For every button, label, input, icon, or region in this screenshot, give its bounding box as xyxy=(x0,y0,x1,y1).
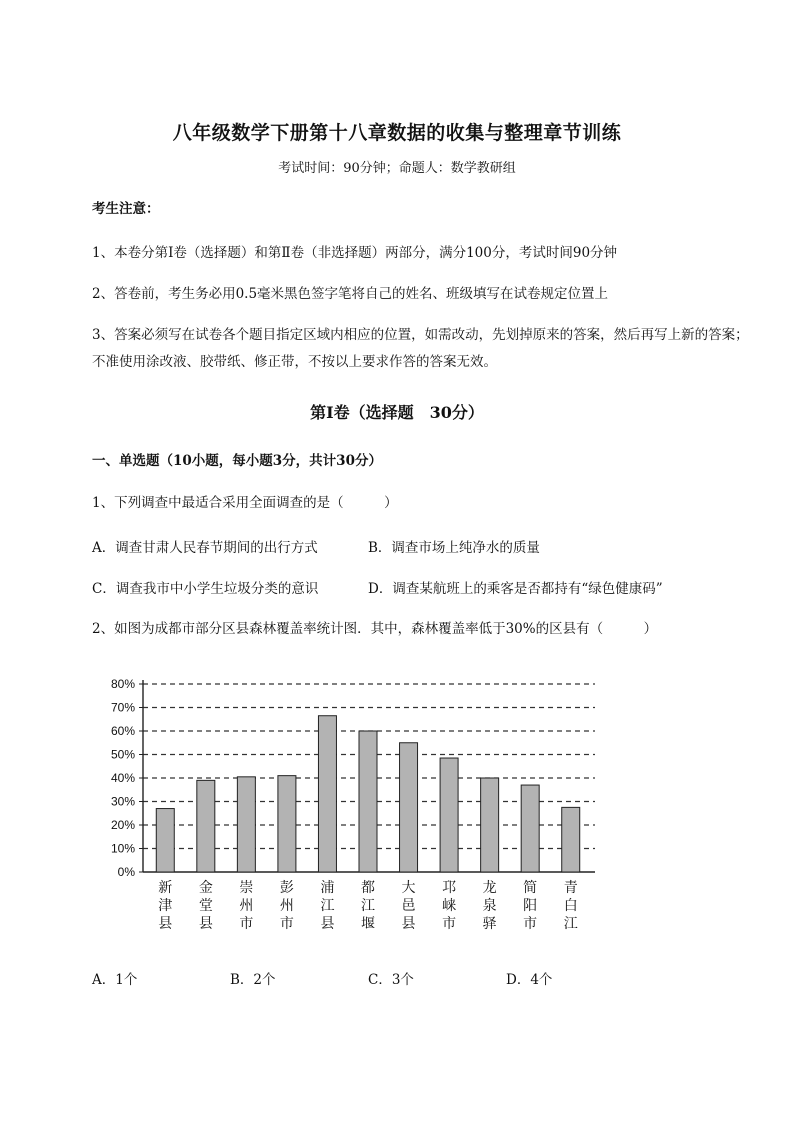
bar xyxy=(521,785,539,872)
notice-item-2: 2、答卷前，考生务必用0.5毫米黑色签字笔将自己的姓名、班级填写在试卷规定位置上 xyxy=(92,286,609,302)
bar xyxy=(197,780,215,872)
y-tick-label: 30% xyxy=(110,794,135,809)
y-tick-label: 80% xyxy=(110,677,135,691)
y-tick-label: 0% xyxy=(117,865,135,879)
y-tick-label: 10% xyxy=(110,841,135,856)
question-1-option-d: D．调查某航班上的乘客是否都持有“绿色健康码” xyxy=(368,581,663,597)
x-category-label: 崇州市 xyxy=(239,880,254,932)
part-heading: 一、单选题（10小题，每小题3分，共计30分） xyxy=(92,453,382,469)
x-category-label: 彭州市 xyxy=(279,880,294,932)
notice-heading: 考生注意： xyxy=(92,201,160,217)
question-2-stem: 2、如图为成都市部分区县森林覆盖率统计图．其中，森林覆盖率低于30%的区县有（ ） xyxy=(92,621,658,637)
x-category-label: 龙泉驿 xyxy=(482,880,497,932)
question-2-option-b: B．2个 xyxy=(230,972,276,988)
y-tick-label: 20% xyxy=(110,818,135,832)
y-tick-label: 40% xyxy=(110,771,135,785)
x-category-label: 邛崃市 xyxy=(442,880,457,932)
y-tick-label: 60% xyxy=(110,724,135,738)
x-category-label: 金堂县 xyxy=(198,880,213,932)
question-2-option-a: A．1个 xyxy=(92,972,138,988)
question-1-option-c: C．调查我市中小学生垃圾分类的意识 xyxy=(92,581,319,597)
notice-item-1: 1、本卷分第Ⅰ卷（选择题）和第Ⅱ卷（非选择题）两部分，满分100分，考试时间90分钟 xyxy=(92,245,618,261)
question-2-option-d: D．4个 xyxy=(506,972,553,988)
bar xyxy=(481,778,499,872)
x-category-label: 新津县 xyxy=(158,880,173,932)
bar xyxy=(156,809,174,872)
question-1-option-a: A．调查甘肃人民春节期间的出行方式 xyxy=(92,540,318,556)
question-1-option-b: B．调查市场上纯净水的质量 xyxy=(368,540,540,556)
bar xyxy=(237,777,255,872)
question-2-option-c: C．3个 xyxy=(368,972,414,988)
question-1-stem: 1、下列调查中最适合采用全面调查的是（ ） xyxy=(92,495,398,511)
exam-subtitle: 考试时间：90分钟；命题人：数学教研组 xyxy=(278,161,516,176)
notice-item-3: 3、答案必须写在试卷各个题目指定区域内相应的位置，如需改动，先划掉原来的答案，然后再写上新的答案；不准使用涂改液、胶带纸、修正带，不按以上要求作答的答案无效。 xyxy=(92,327,749,370)
forest-coverage-chart xyxy=(95,668,605,943)
y-tick-label: 50% xyxy=(110,747,135,762)
bar xyxy=(318,716,336,872)
x-category-label: 大邑县 xyxy=(401,880,416,932)
x-category-label: 青白江 xyxy=(563,880,578,932)
bar xyxy=(359,731,377,872)
bar xyxy=(562,807,580,872)
bar xyxy=(278,776,296,872)
bar xyxy=(400,743,418,872)
bar xyxy=(440,758,458,872)
section-title: 第Ⅰ卷（选择题 30分） xyxy=(310,403,484,422)
x-category-label: 简阳市 xyxy=(523,880,538,932)
y-tick-label: 70% xyxy=(110,700,135,715)
x-category-label: 浦江县 xyxy=(320,880,335,932)
x-category-label: 都江堰 xyxy=(361,880,375,932)
page-title: 八年级数学下册第十八章数据的收集与整理章节训练 xyxy=(172,122,622,144)
